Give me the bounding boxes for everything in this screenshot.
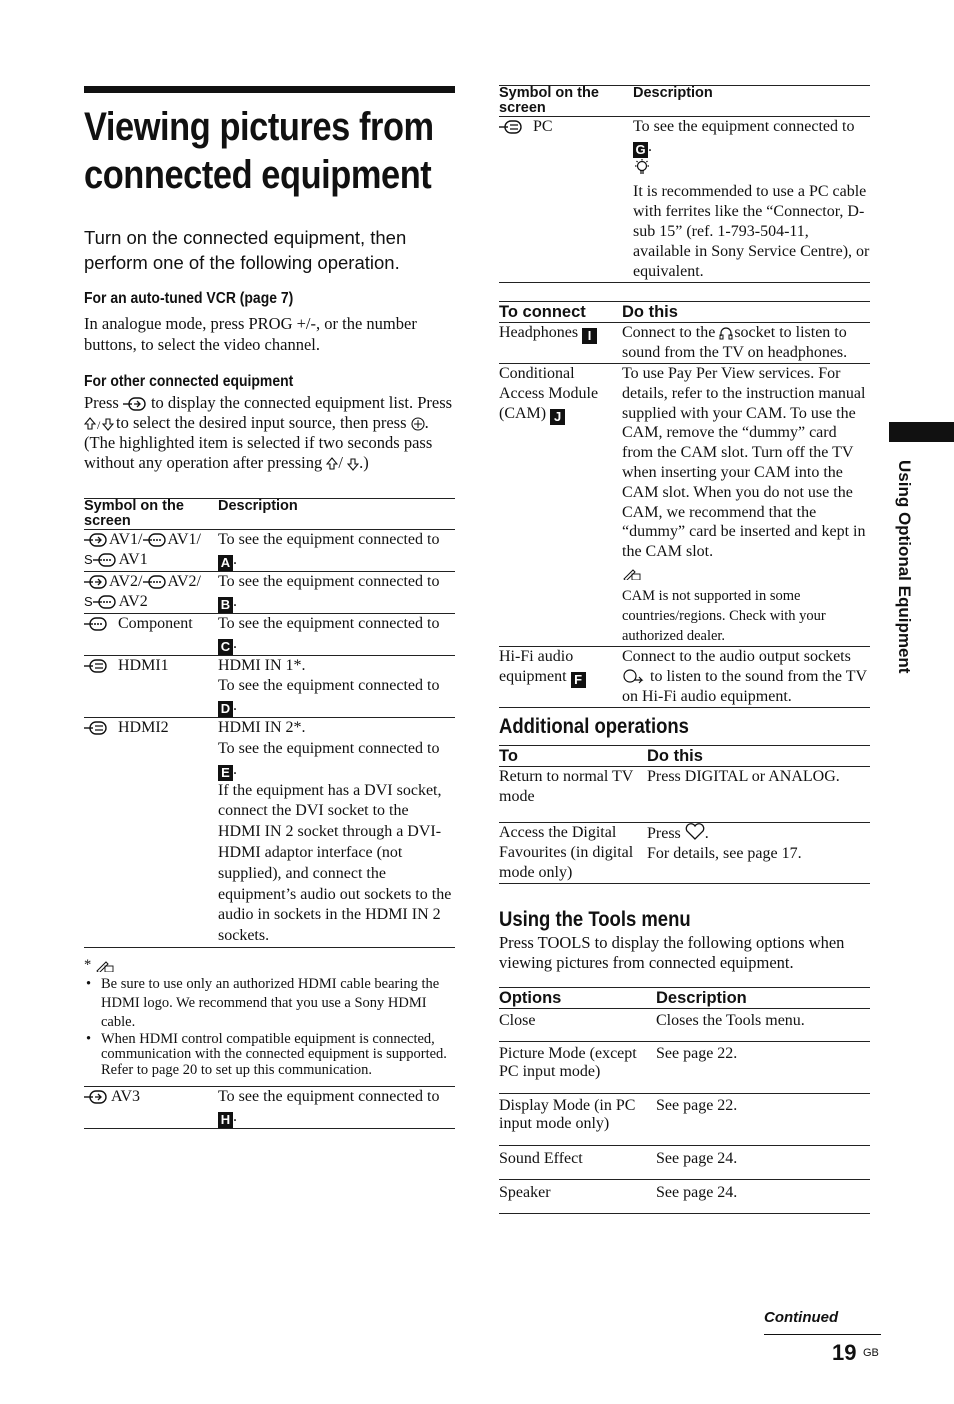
tools-table-header — [499, 987, 870, 1008]
symbols-table — [84, 498, 455, 1129]
component-icon — [143, 575, 167, 589]
other-text: Press to display the connected equipment list. Press to select the desired input source, then press . (The highlighted item is selected if two seconds pass without any operation after pressing / .) — [84, 393, 453, 472]
additional-table — [499, 745, 870, 884]
option-cell: Display Mode (in PC input mode only) — [499, 1093, 656, 1145]
description-post: If the equipment has a DVI socket, connect the DVI socket to the HDMI IN 2 socket through a DVI-HDMI adaptor interface (not supplied), and connect the equipment’s audio out sockets to the audio in sockets in the HDMI IN 2 sockets. — [218, 781, 452, 945]
footnote-cell — [84, 947, 455, 1087]
connect-table — [499, 301, 870, 708]
table-row — [84, 614, 455, 656]
do-this-cell — [622, 323, 870, 364]
symbol-cell — [84, 718, 218, 948]
description-cell: To see the equipment connected to H . — [218, 1087, 455, 1129]
page-title — [84, 103, 454, 199]
do-text: To use Pay Per View services. For details, refer to the instruction manual supplied with your CAM. To use the CAM, remove the “dummy” card from the CAM slot. Turn off the TV when inserting your CAM into the CAM slot. When you do not use the CAM, we recommend that the “dummy” card be inserted and kept in the CAM slot. — [622, 365, 866, 561]
favourites-heart-icon — [685, 823, 705, 841]
description-cell: See page 22. — [656, 1041, 870, 1093]
title-rule — [84, 86, 455, 93]
input-icon — [84, 575, 108, 589]
option-cell: Speaker — [499, 1179, 656, 1213]
list-item: • Be sure to use only an authorized HDMI cable bearing the HDMI logo. We recommend that you use a Sony HDMI cable. — [84, 975, 455, 1032]
symbol-cell — [84, 572, 218, 614]
to-cell: Return to normal TV mode — [499, 766, 647, 822]
page-suffix: GB — [863, 1347, 879, 1359]
table-row — [499, 117, 870, 283]
option-cell: Picture Mode (except PC input mode) — [499, 1041, 656, 1093]
down-arrow-icon — [347, 457, 359, 471]
do-text-b: to listen to the sound from the TV on Hi-Fi audio equipment. — [622, 667, 867, 705]
table-row — [84, 530, 455, 572]
table-row — [499, 646, 870, 707]
do-this-cell — [622, 364, 870, 647]
col-description-header: Description — [633, 86, 870, 117]
footer-rule — [764, 1334, 881, 1335]
connector-letter-badge: B — [218, 597, 233, 613]
description-cell: To see the equipment connected to G . It is recommended to use a PC cable with ferrites like the “Connector, D-sub 15” (ref. 1-793-504-11, available in Sony Service Centre), or equivalent. — [633, 117, 870, 283]
do-text-b: socket to listen to sound from the TV on headphones. — [622, 324, 848, 361]
col-to-header: To — [499, 745, 647, 766]
other-heading: For other connected equipment — [84, 373, 294, 390]
right-column — [499, 85, 870, 1214]
title-line-2: connected equipment — [84, 153, 432, 197]
description-text: To see the equipment connected to — [218, 1088, 440, 1106]
symbol-cell — [84, 530, 218, 572]
connector-letter-badge: G — [633, 142, 648, 158]
s-video-icon — [93, 553, 117, 567]
do-text-a: Connect to the — [622, 324, 716, 341]
table-row — [84, 572, 455, 614]
description-cell: HDMI IN 2*. To see the equipment connected to E . If the equipment has a DVI socket, connect the DVI socket to the HDMI IN 2 socket through a DVI-HDMI adaptor interface (not supplied), and connect the equipment’s audio out sockets to the audio in sockets in the HDMI IN 2 sockets. — [218, 718, 455, 948]
description-text: To see the equipment connected to — [218, 573, 440, 590]
connector-letter-badge: A — [218, 555, 233, 571]
pc-input-icon — [499, 120, 523, 134]
headphone-icon — [719, 326, 733, 340]
table-row — [499, 1145, 870, 1179]
list-item: • When HDMI control compatible equipment is connected, communication with the connected equipment is supported. Refer to page 20 to set up this communication. — [84, 1032, 455, 1079]
description-cell: See page 24. — [656, 1179, 870, 1213]
do-cell — [647, 822, 870, 883]
input-icon — [84, 533, 108, 547]
symbol-av1b: AV1/ — [167, 531, 201, 548]
symbol-cell — [499, 117, 633, 283]
connector-letter-badge: I — [582, 328, 597, 344]
table-row — [84, 656, 455, 718]
hdmi-input-icon — [84, 659, 108, 673]
table-row — [499, 364, 870, 647]
symbol-cell — [84, 614, 218, 656]
connector-letter-badge: E — [218, 765, 233, 781]
ok-button-icon — [411, 417, 425, 431]
connector-letter-badge: C — [218, 639, 233, 655]
col-do-this-header: Do this — [622, 302, 870, 323]
description-text: To see the equipment connected to — [218, 615, 440, 632]
other-text-d: . (The highlighted item is selected if two seconds pass without any operation after pressing — [84, 413, 433, 472]
table-row — [84, 718, 455, 948]
input-icon — [123, 397, 147, 411]
symbol-label: Component — [118, 615, 193, 632]
description-cell: Closes the Tools menu. — [656, 1008, 870, 1041]
symbol-av2: AV2/ — [109, 573, 143, 590]
up-arrow-icon — [326, 457, 338, 471]
s-prefix: S — [84, 594, 93, 609]
symbol-s-av2: AV2 — [118, 593, 148, 610]
input-icon — [84, 1090, 108, 1104]
description-text: To see the equipment connected to — [633, 118, 855, 135]
description-text: To see the equipment connected to — [218, 531, 440, 548]
note-text: CAM is not supported in some countries/regions. Check with your authorized dealer. — [622, 587, 826, 644]
col-symbol-header: Symbol on the screen — [84, 499, 218, 530]
col-symbol-header: Symbol on the screen — [499, 86, 633, 117]
description-cell: To see the equipment connected to B . — [218, 572, 455, 614]
symbol-label: HDMI1 — [118, 657, 169, 674]
table-row — [499, 1093, 870, 1145]
col-do-this-header: Do this — [647, 745, 870, 766]
description-cell: HDMI IN 1*. To see the equipment connected to D . — [218, 656, 455, 718]
symbol-label: AV3 — [111, 1088, 141, 1106]
additional-operations-heading: Additional operations — [499, 714, 689, 738]
section-tab-marker — [889, 422, 954, 442]
connector-letter-badge: F — [571, 672, 586, 688]
s-video-icon — [93, 595, 117, 609]
component-input-icon — [84, 617, 108, 631]
side-label-text: Using Optional Equipment — [895, 460, 914, 674]
other-text-c: to select the desired input source, then press — [116, 413, 407, 432]
table-row — [499, 323, 870, 364]
do-text-b: . — [704, 824, 709, 842]
table-row — [499, 1041, 870, 1093]
table-row — [499, 766, 870, 822]
item-cell — [499, 364, 622, 647]
section-side-label — [888, 460, 918, 700]
description-cell: See page 22. — [656, 1093, 870, 1145]
do-cell: Press DIGITAL or ANALOG. — [647, 766, 870, 822]
description-cell: See page 24. — [656, 1145, 870, 1179]
left-column — [84, 86, 455, 1129]
do-this-cell — [622, 646, 870, 707]
connector-letter-badge: D — [218, 701, 233, 717]
item-label: Conditional Access Module (CAM) — [499, 365, 599, 422]
do-text-a: Connect to the audio output sockets — [622, 647, 851, 665]
tools-text: Press TOOLS to display the following options when viewing pictures from connected equipment. — [499, 932, 845, 973]
other-text-a: Press — [84, 393, 119, 412]
footnote-row — [84, 947, 455, 1087]
connector-letter-badge: J — [550, 409, 565, 425]
symbol-label: HDMI2 — [118, 719, 169, 736]
connect-table-header — [499, 302, 870, 323]
vcr-heading: For an auto-tuned VCR (page 7) — [84, 290, 294, 307]
footnote-list — [84, 975, 455, 1079]
description-pre: HDMI IN 1*. — [218, 657, 306, 674]
additional-table-header — [499, 745, 870, 766]
up-down-arrows-icon — [84, 417, 114, 431]
note-icon — [95, 958, 115, 972]
note-icon — [622, 566, 642, 580]
do-text-a: Press — [647, 824, 681, 842]
symbol-cell — [84, 656, 218, 718]
option-cell: Close — [499, 1008, 656, 1041]
pc-table — [499, 85, 870, 283]
intro-text: Turn on the connected equipment, then perform one of the following operation. — [84, 227, 407, 273]
item-cell — [499, 646, 622, 707]
tip-text: It is recommended to use a PC cable with ferrites like the “Connector, D-sub 15” (ref. 1-793-504-11, available in Sony Service Centre), or equivalent. — [633, 183, 870, 280]
description-pre: HDMI IN 2*. — [218, 719, 306, 736]
footnote-marker — [84, 956, 455, 975]
other-text-e: .) — [359, 453, 369, 472]
description-cell: To see the equipment connected to A . — [218, 530, 455, 572]
hdmi-input-icon — [84, 721, 108, 735]
table-row — [84, 1087, 455, 1129]
table-row — [499, 822, 870, 883]
table-row — [499, 1179, 870, 1213]
col-to-connect-header: To connect — [499, 302, 622, 323]
symbol-cell — [84, 1087, 218, 1129]
item-label: Hi-Fi audio equipment — [499, 647, 574, 685]
symbol-av2b: AV2/ — [167, 573, 201, 590]
footnote-star: * — [84, 956, 92, 973]
item-cell — [499, 323, 622, 364]
col-description-header: Description — [218, 499, 455, 530]
symbol-s-av1: AV1 — [118, 551, 148, 568]
tools-menu-heading: Using the Tools menu — [499, 907, 691, 931]
description-cell: To see the equipment connected to C . — [218, 614, 455, 656]
connector-letter-badge: H — [218, 1112, 233, 1128]
vcr-text: In analogue mode, press PROG +/-, or the number buttons, to select the video channel. — [84, 314, 417, 354]
symbol-label: PC — [533, 118, 553, 135]
option-cell: Sound Effect — [499, 1145, 656, 1179]
col-description-header: Description — [656, 987, 870, 1008]
to-cell: Access the Digital Favourites (in digital mode only) — [499, 822, 647, 883]
table-row — [499, 1008, 870, 1041]
continued-label: Continued — [764, 1309, 839, 1326]
symbol-av1: AV1/ — [109, 531, 143, 548]
s-prefix: S — [84, 552, 93, 567]
description-text: To see the equipment connected to — [218, 739, 440, 757]
symbols-table-header — [84, 499, 455, 530]
other-text-b: to display the connected equipment list. Press — [150, 393, 453, 412]
pc-table-header — [499, 86, 870, 117]
tools-table — [499, 987, 870, 1214]
title-line-1: Viewing pictures from — [84, 105, 434, 149]
audio-out-icon — [622, 668, 648, 684]
component-icon — [143, 533, 167, 547]
col-options-header: Options — [499, 987, 656, 1008]
tip-bulb-icon — [633, 158, 651, 176]
page-number: 19 — [832, 1340, 857, 1365]
do-text-c: For details, see page 17. — [647, 844, 802, 862]
item-label: Headphones — [499, 324, 579, 341]
description-text: To see the equipment connected to — [218, 677, 440, 694]
